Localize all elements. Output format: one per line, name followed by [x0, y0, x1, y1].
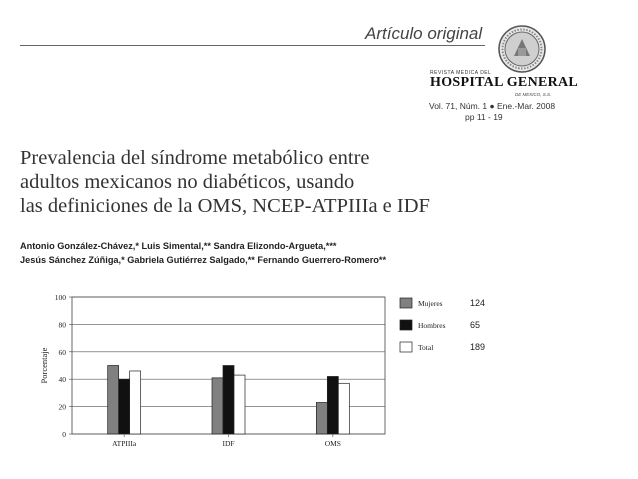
x-tick-label: IDF	[222, 439, 235, 448]
header-divider	[20, 45, 485, 46]
y-tick-label: 20	[58, 402, 66, 412]
journal-subtitle: REVISTA MEDICA DEL	[430, 70, 492, 76]
journal-name: HOSPITAL GENERAL	[430, 75, 579, 90]
count-mujeres: 124	[470, 298, 486, 308]
section-label: Artículo original	[365, 24, 483, 43]
pages-info: pp 11 - 19	[465, 112, 503, 122]
bar-total-idf	[234, 375, 245, 434]
bar-chart	[0, 280, 638, 470]
seal-icon	[497, 24, 547, 74]
y-tick-label: 0	[62, 430, 66, 439]
legend-label-total: Total	[418, 343, 434, 352]
bar-mujeres-atpiiia	[108, 366, 119, 435]
bar-hombres-atpiiia	[119, 379, 130, 434]
bar-total-atpiiia	[130, 371, 141, 434]
y-tick-label: 40	[58, 375, 66, 385]
legend-label-mujeres: Mujeres	[418, 299, 443, 308]
bar-hombres-oms	[327, 376, 338, 434]
title-line: Prevalencia del síndrome metabólico entre	[20, 147, 370, 169]
journal-suffix: DE MEXICO, S.S.	[515, 92, 552, 97]
count-hombres: 65	[470, 320, 481, 330]
title-line: las definiciones de la OMS, NCEP-ATPIIIa e IDF	[20, 195, 430, 217]
x-tick-label: OMS	[324, 439, 341, 448]
count-total: 189	[470, 342, 486, 352]
bar-mujeres-idf	[212, 378, 223, 434]
legend-label-hombres: Hombres	[418, 321, 446, 330]
bar-hombres-idf	[223, 366, 234, 435]
legend-swatch-hombres	[400, 320, 412, 330]
legend-counts	[470, 298, 485, 364]
legend-swatch-total	[400, 342, 412, 352]
y-tick-label: 100	[54, 293, 66, 302]
author-line: Antonio González-Chávez,* Luis Simental,** Sandra Elizondo-Argueta,***	[20, 241, 337, 251]
volume-info: Vol. 71, Núm. 1 ● Ene.-Mar. 2008	[429, 101, 556, 111]
bar-mujeres-oms	[316, 402, 327, 434]
legend-swatch-mujeres	[400, 298, 412, 308]
article-title	[20, 146, 440, 218]
y-tick-label: 60	[58, 347, 66, 357]
title-line: adultos mexicanos no diabéticos, usando	[20, 171, 355, 193]
author-line: Jesús Sánchez Zúñiga,* Gabriela Gutiérrez Salgado,** Fernando Guerrero-Romero**	[20, 255, 387, 265]
y-tick-label: 80	[58, 320, 66, 330]
author-list	[20, 239, 386, 267]
x-tick-label: ATPIIIa	[112, 439, 137, 448]
y-axis-label: Porcentaje	[39, 347, 49, 384]
bar-total-oms	[338, 383, 349, 434]
